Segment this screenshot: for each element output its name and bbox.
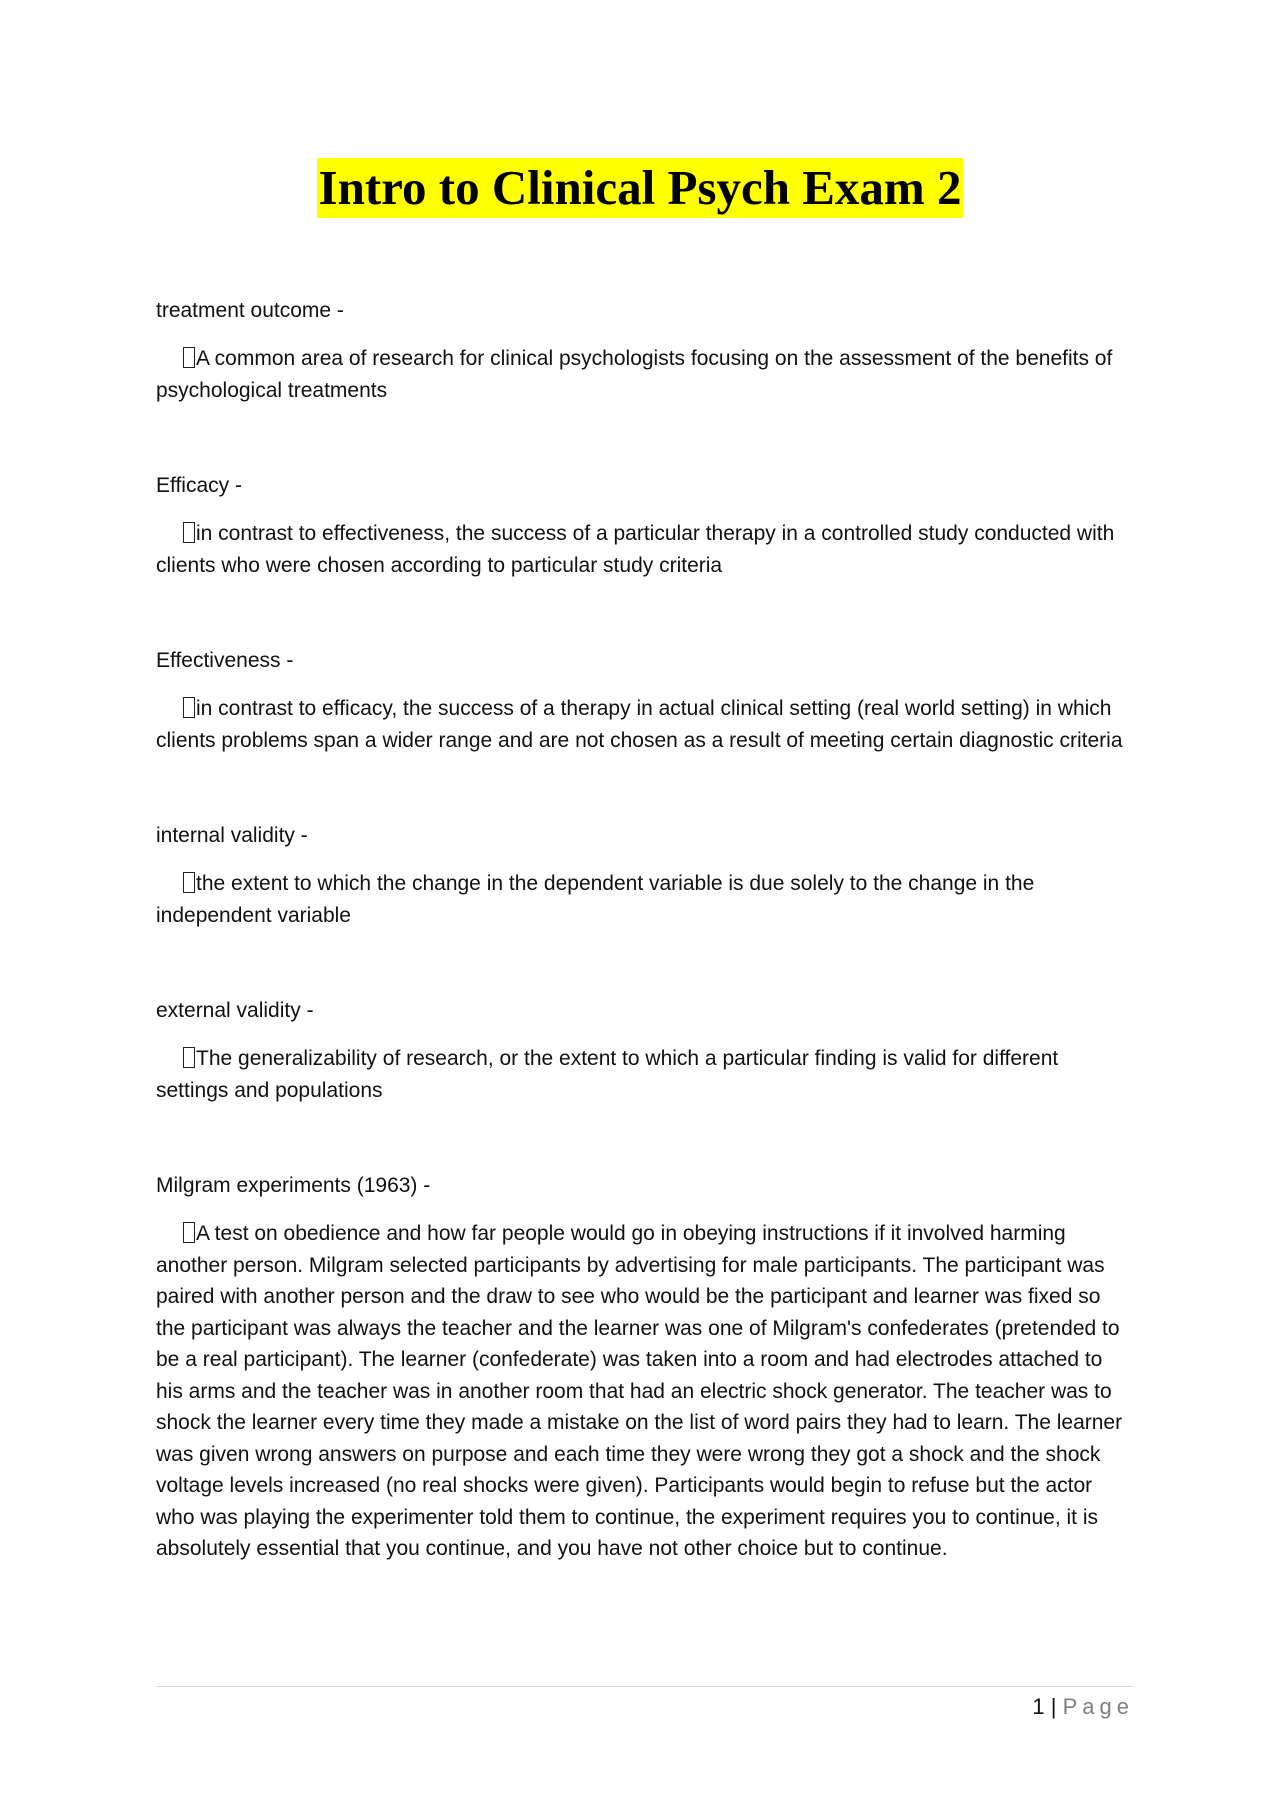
entry-definition-text: A test on obedience and how far people would go in obeying instructions if it involved harming another person. Milgram selected participants by advertising for male participants. The participant was paired with another person and the draw to see who would be the participant and learner was fixed so the participant was always the teacher and the learner was one of Milgram's confederates (pretended to be a real participant). The learner (confederate) was taken into a room and had electrodes attached to his arms and the teacher was in another room that had an electric shock generator. The teacher was to shock the learner every time they made a mistake on the list of word pairs they had to learn. The learner was given wrong answers on purpose and each time they were wrong they got a shock and the shock voltage levels increased (no real shocks were given). Participants would begin to refuse but the actor who was playing the experimenter told them to continue, the experiment requires you to continue, it is absolutely essential that you continue, and you have not other choice but to continue. [156,1222,1123,1560]
missing-glyph-icon [183,1222,195,1243]
entry-definition-text: in contrast to effectiveness, the success of a particular therapy in a controlled study conducted with clients who were chosen according to particular study criteria [156,522,1115,577]
document-body [156,295,1131,1629]
entry-definition-text: the extent to which the change in the dependent variable is due solely to the change in the independent variable [156,872,1035,927]
entry-effectiveness [156,645,1131,756]
title-container [0,158,1280,218]
entry-definition [156,1043,1131,1106]
entry-definition-text: in contrast to efficacy, the success of a therapy in actual clinical setting (real world setting) in which clients problems span a wider range and are not chosen as a result of meeting certain diagnostic criteria [156,697,1123,752]
entry-definition [156,343,1131,406]
entry-efficacy [156,470,1131,581]
document-title: Intro to Clinical Psych Exam 2 [317,158,964,218]
entry-definition [156,868,1131,931]
missing-glyph-icon [183,1047,195,1068]
entry-treatment-outcome [156,295,1131,406]
entry-definition [156,693,1131,756]
missing-glyph-icon [183,697,195,718]
page-label: Page [1062,1694,1134,1719]
entry-term: Efficacy - [156,474,242,497]
entry-definition [156,1218,1131,1565]
entry-term: Milgram experiments (1963) - [156,1174,431,1197]
footer-divider [156,1686,1134,1687]
page-separator: | [1050,1694,1057,1719]
entry-term: treatment outcome - [156,299,344,322]
page-footer [1032,1692,1134,1722]
missing-glyph-icon [183,522,195,543]
missing-glyph-icon [183,347,195,368]
entry-external-validity [156,995,1131,1106]
entry-definition-text: A common area of research for clinical psychologists focusing on the assessment of the benefits of psychological treatments [156,347,1113,402]
entry-definition-text: The generalizability of research, or the extent to which a particular finding is valid for different settings and populations [156,1047,1059,1102]
entry-term: external validity - [156,999,314,1022]
missing-glyph-icon [183,872,195,893]
entry-milgram-experiments [156,1170,1131,1565]
entry-definition [156,518,1131,581]
entry-term: internal validity - [156,824,308,847]
entry-term: Effectiveness - [156,649,294,672]
page-number: 1 [1032,1694,1045,1719]
entry-internal-validity [156,820,1131,931]
